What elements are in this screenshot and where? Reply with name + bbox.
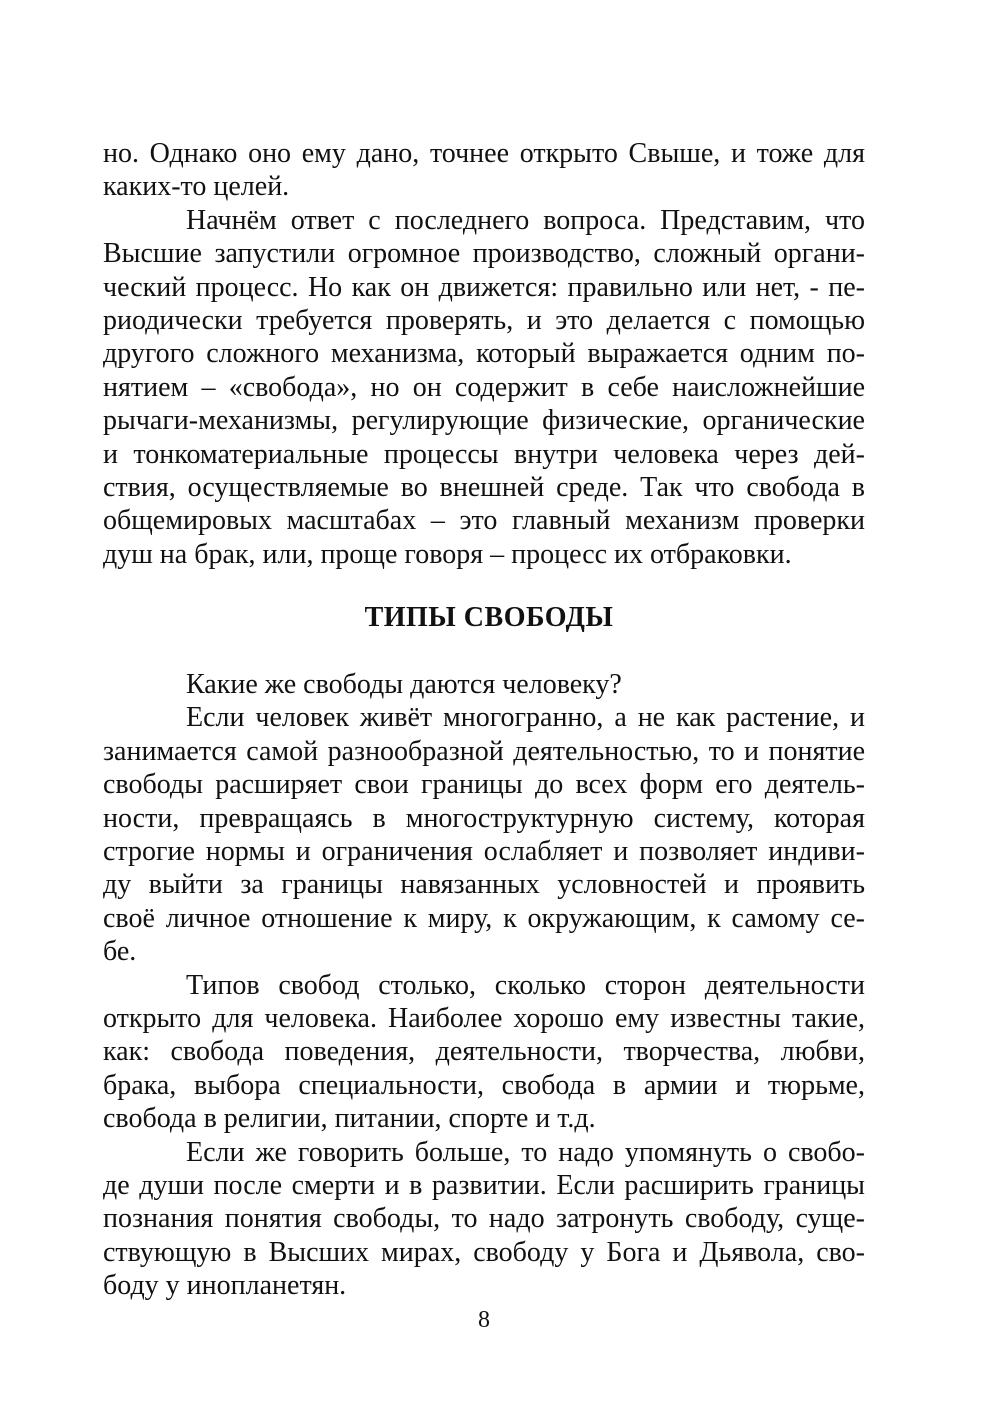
text-block-after <box>103 668 865 1302</box>
paragraph <box>103 969 865 1136</box>
section-heading: ТИПЫ СВОБОДЫ <box>364 602 614 634</box>
text-line: Если человек живёт многогранно, а не как растение, и <box>186 702 865 734</box>
text-line: ности, превращаясь в многоструктурную систему, которая <box>103 802 865 834</box>
paragraph <box>103 668 865 701</box>
text-line: как: свобода поведения, деятельности, творчества, любви, <box>103 1036 865 1068</box>
paragraph <box>103 1136 865 1303</box>
text-line: занимается самой разнообразной деятельностью, то и понятие <box>103 735 865 767</box>
text-line: и тонкоматериальные процессы внутри человека через дей- <box>103 438 865 470</box>
text-line: Если же говорить больше, то надо упомянуть о свобо- <box>186 1136 865 1168</box>
paragraph <box>103 204 865 571</box>
paragraph <box>103 701 865 968</box>
paragraph <box>103 137 865 204</box>
text-line: познания понятия свободы, то надо затронуть свободу, суще- <box>103 1203 865 1235</box>
text-line: боду у инопланетян. <box>103 1270 347 1302</box>
text-line: ческий процесс. Но как он движется: правильно или нет, - пе- <box>103 271 865 303</box>
text-line: Какие же свободы даются человеку? <box>186 669 622 701</box>
text-line: Начнём ответ с последнего вопроса. Представим, что <box>186 204 865 236</box>
text-line: нятием – «свобода», но он содержит в себе наисложнейшие <box>103 371 865 403</box>
text-line: брака, выбора специальности, свобода в армии и тюрьме, <box>103 1069 865 1101</box>
text-line: душ на брак, или, проще говоря – процесс их отбраковки. <box>103 538 792 570</box>
text-line: Высшие запустили огромное производство, сложный органи- <box>103 238 865 270</box>
text-line: рычаги-механизмы, регулирующие физические, органические <box>103 405 865 437</box>
text-line: ствия, осуществляемые во внешней среде. Так что свобода в <box>103 471 865 503</box>
text-line: своё личное отношение к миру, к окружающим, к самому се- <box>103 902 865 934</box>
text-line: де души после смерти и в развитии. Если расширить границы <box>103 1169 865 1201</box>
text-line: другого сложного механизма, который выражается одним по- <box>103 338 865 370</box>
text-line: но. Однако оно ему дано, точнее открыто Свыше, и тоже для <box>103 138 865 169</box>
text-line: ду выйти за границы навязанных условностей и проявить <box>103 869 865 901</box>
text-line: Типов свобод столько, сколько сторон деятельности <box>186 969 865 1001</box>
text-line: строгие нормы и ограничения ослабляет и позволяет индиви- <box>103 836 865 868</box>
text-line: каких-то целей. <box>103 171 290 203</box>
text-line: свободы расширяет свои границы до всех форм его деятель- <box>103 769 865 801</box>
text-line: открыто для человека. Наиболее хорошо ему известны такие, <box>103 1002 865 1034</box>
text-line: общемировых масштабах – это главный механизм проверки <box>103 505 865 537</box>
page-number: 8 <box>478 1307 490 1333</box>
page-body <box>103 137 865 1303</box>
text-line: бе. <box>103 936 137 968</box>
text-line: свобода в религии, питании, спорте и т.д. <box>103 1103 596 1135</box>
text-block-before <box>103 137 865 571</box>
text-line: ствующую в Высших мирах, свободу у Бога и Дьявола, сво- <box>103 1236 865 1268</box>
text-line: риодически требуется проверять, и это делается с помощью <box>103 304 865 336</box>
